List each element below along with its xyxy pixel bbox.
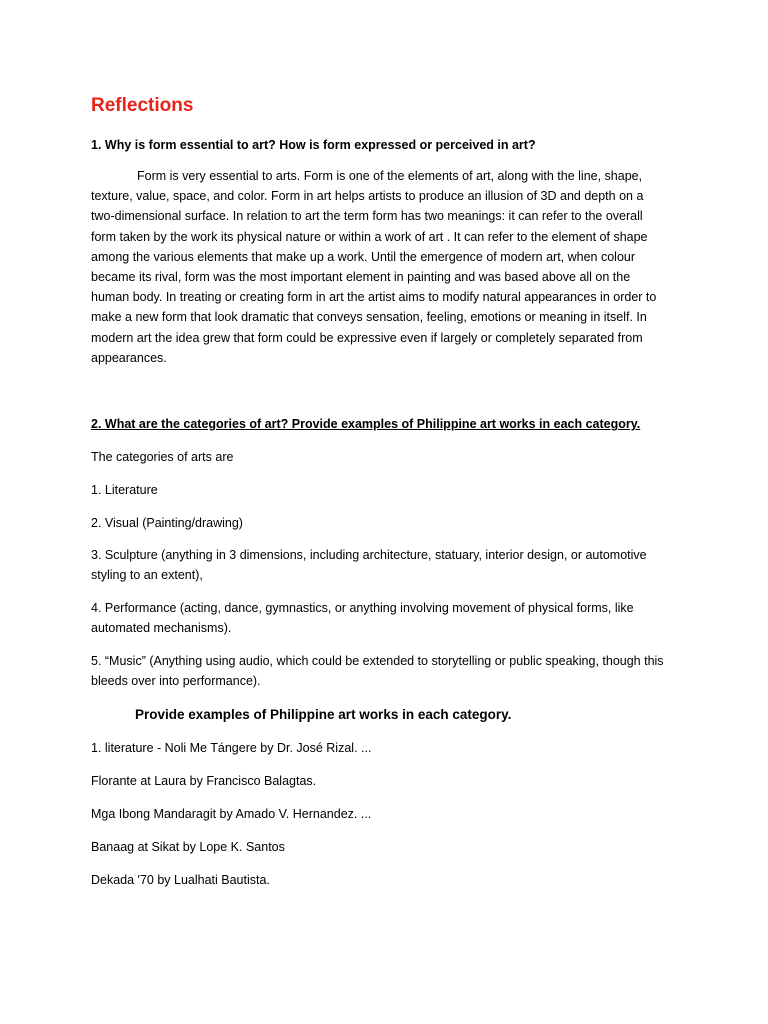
category-line: 4. Performance (acting, dance, gymnastics, or anything involving movement of physical forms, like [91,601,634,615]
examples-heading: Provide examples of Philippine art works in each category. [135,707,512,722]
answer-1-line: human body. In treating or creating form in art the artist aims to modify natural appearances in order to [91,290,657,305]
example-item: Florante at Laura by Francisco Balagtas. [91,774,317,788]
question-2: 2. What are the categories of art? Provide examples of Philippine art works in each category. [91,417,641,431]
category-line: automated mechanisms). [91,621,232,635]
category-item [91,480,158,500]
answer-1-line: among the various elements that make up a work. Until the emergence of modern art, when colour [91,249,636,264]
example-item: 1. literature - Noli Me Tángere by Dr. José Rizal. ... [91,741,372,755]
answer-1-line: Form is very essential to arts. Form is one of the elements of art, along with the line, shape, [137,169,643,183]
category-line: 1. Literature [91,483,158,497]
category-item [91,545,647,585]
category-line: 3. Sculpture (anything in 3 dimensions, including architecture, statuary, interior design, or automotive [91,548,647,562]
answer-1-line: modern art the idea grew that form could be expressive even if largely or completely separated from [91,330,643,345]
example-item: Banaag at Sikat by Lope K. Santos [91,840,285,854]
categories-intro: The categories of arts are [91,450,234,464]
answer-1-line: make a new form that look dramatic that conveys sensation, feeling, emotions or meaning in itself. In [91,310,647,325]
answer-1-line: two-dimensional surface. In relation to art the term form has two meanings: it can refer to the overall [91,209,643,224]
answer-1-paragraph [91,166,691,368]
example-item: Dekada '70 by Lualhati Bautista. [91,873,270,887]
category-item [91,651,664,691]
category-line: 2. Visual (Painting/drawing) [91,516,243,530]
document-title: Reflections [91,95,194,116]
question-1: 1. Why is form essential to art? How is form expressed or perceived in art? [91,138,536,152]
category-item [91,598,634,638]
answer-1-line: texture, value, space, and color. Form in art helps artists to produce an illusion of 3D and depth on a [91,189,644,204]
answer-1-line: appearances. [91,350,167,365]
answer-1-line: form taken by the work its physical nature or within a work of art . It can refer to the element of shape [91,229,648,244]
category-item [91,513,243,533]
category-line: bleeds over into performance). [91,674,261,688]
example-item: Mga Ibong Mandaragit by Amado V. Hernandez. ... [91,807,372,821]
category-line: styling to an extent), [91,568,203,582]
answer-1-line: became its rival, form was the most important element in painting and was based above all on the [91,270,631,285]
category-line: 5. “Music” (Anything using audio, which could be extended to storytelling or public speaking, though this [91,654,664,668]
